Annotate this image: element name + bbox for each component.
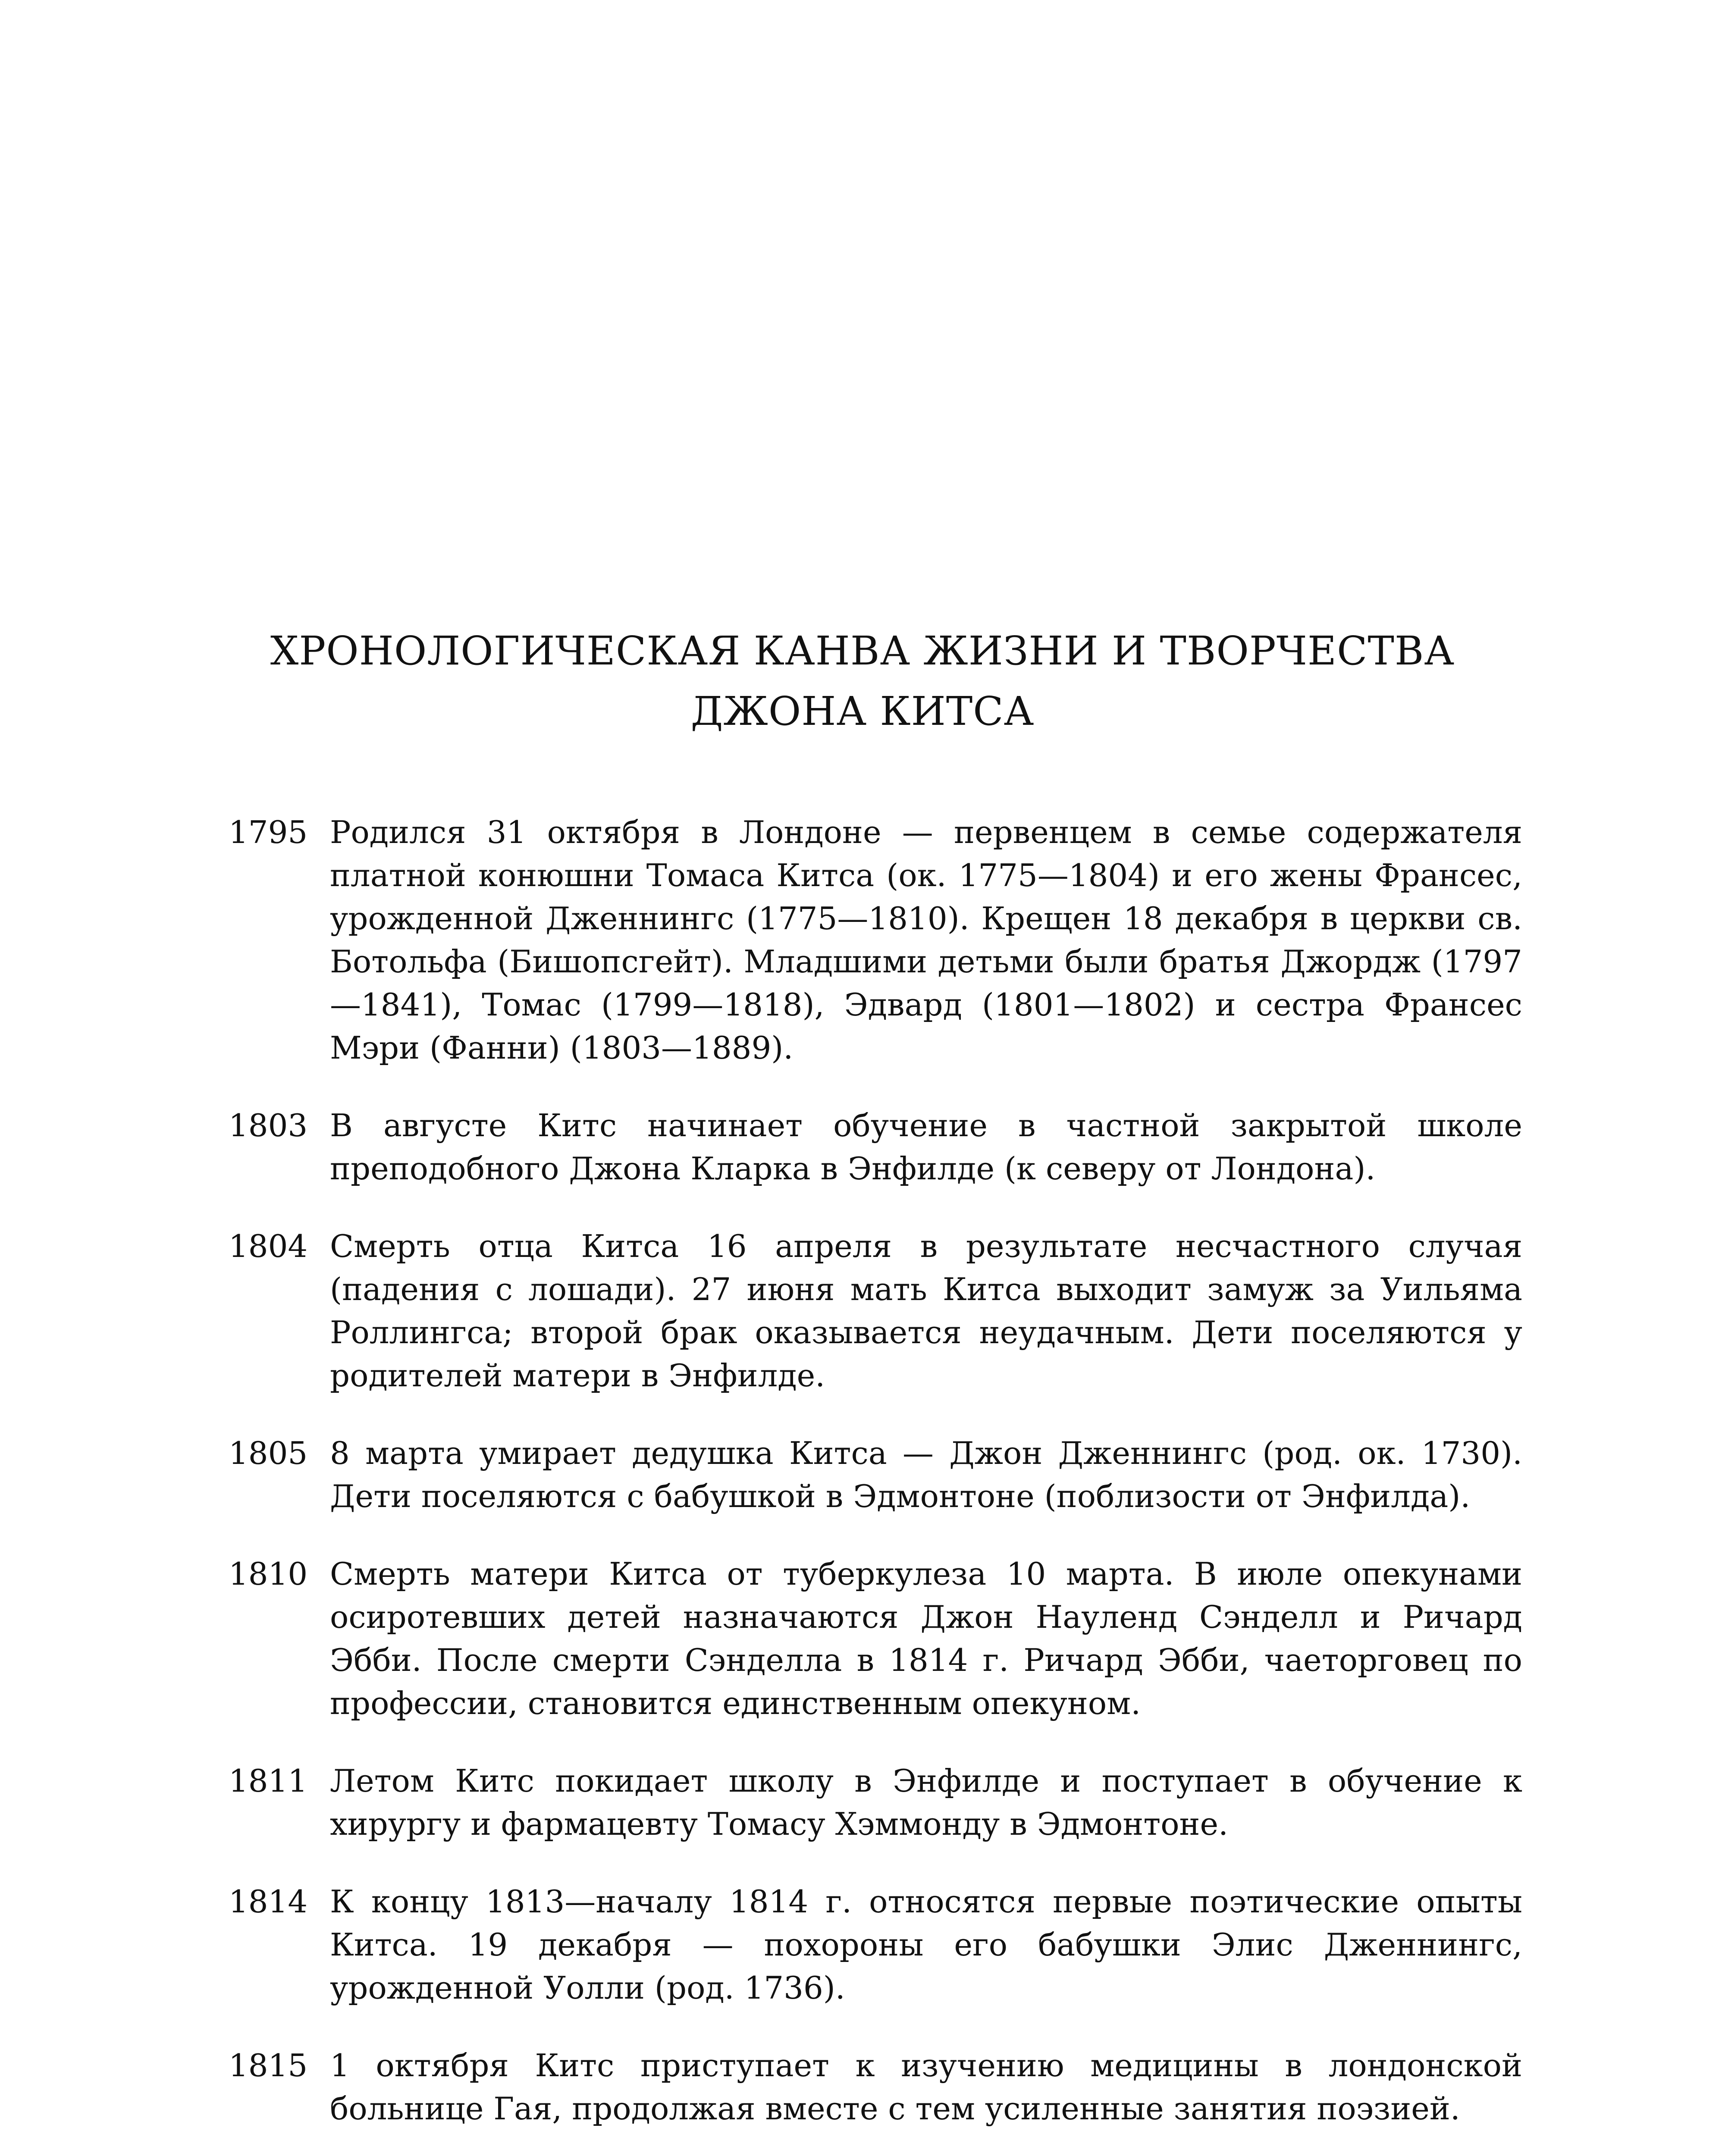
entry-year: 1795 [229, 814, 308, 850]
entry-text: Родился 31 октября в Лондоне — первенцем в семье содержателя платной конюшни Томаса Китса (ок. 1775—1804) и его жены Франсес, урожденной Дженнингс (1775—1810). Крещен 18 декабря в церкви св. Ботольфа (Бишопсгейт). Младшими детьми были братья Джордж (1797—1841), Томас (1799—1818), Эдвард (1801—1802) и сестра Франсес Мэри (Фанни) (1803—1889). [330, 814, 1522, 1066]
entry-text: 1 октября Китс приступает к изучению медицины в лондонской больнице Гая, продолжая вместе с тем усиленные занятия поэзией. [330, 2047, 1522, 2127]
chronology-entry-1811 [229, 1759, 1522, 1846]
chronology-entry-1795 [229, 811, 1522, 1069]
entry-year: 1815 [229, 2047, 308, 2084]
entry-year: 1805 [229, 1435, 308, 1471]
title-line-2: ДЖОНА КИТСА [690, 688, 1035, 734]
entry-text: Летом Китс покидает школу в Энфилде и поступает в обучение к хирургу и фармацевту Томасу Хэммонду в Эдмонтоне. [330, 1763, 1522, 1842]
page-title [216, 621, 1509, 742]
entry-text: К концу 1813—началу 1814 г. относятся первые поэтические опыты Китса. 19 декабря — похороны его бабушки Элис Дженнингс, урожденной Уолли (род. 1736). [330, 1883, 1522, 2006]
chronology-entry-1805 [229, 1432, 1522, 1518]
entry-year: 1803 [229, 1107, 308, 1144]
entry-year: 1811 [229, 1763, 308, 1799]
chronology-entry-1803 [229, 1104, 1522, 1190]
entry-text: Смерть отца Китса 16 апреля в результате несчастного случая (падения с лошади). 27 июня мать Китса выходит замуж за Уильяма Роллингса; второй брак оказывается неудачным. Дети поселяются у родителей матери в Энфилде. [330, 1228, 1522, 1394]
chronology-list [229, 811, 1522, 2130]
entry-year: 1804 [229, 1228, 308, 1264]
entry-text: В августе Китс начинает обучение в частной закрытой школе преподобного Джона Кларка в Энфилде (к северу от Лондона). [330, 1107, 1522, 1187]
title-line-1: ХРОНОЛОГИЧЕСКАЯ КАНВА ЖИЗНИ И ТВОРЧЕСТВА [270, 628, 1455, 674]
chronology-entry-1815 [229, 2044, 1522, 2130]
entry-text: Смерть матери Китса от туберкулеза 10 марта. В июле опекунами осиротевших детей назначаются Джон Науленд Сэнделл и Ричард Эбби. После смерти Сэнделла в 1814 г. Ричард Эбби, чаеторговец по профессии, становится единственным опекуном. [330, 1556, 1522, 1721]
chronology-entry-1804 [229, 1225, 1522, 1397]
entry-year: 1810 [229, 1556, 308, 1592]
chronology-entry-1814 [229, 1880, 1522, 2009]
chronology-entry-1810 [229, 1552, 1522, 1725]
entry-year: 1814 [229, 1883, 308, 1920]
entry-text: 8 марта умирает дедушка Китса — Джон Дженнингс (род. ок. 1730). Дети поселяются с бабушкой в Эдмонтоне (поблизости от Энфилда). [330, 1435, 1522, 1514]
